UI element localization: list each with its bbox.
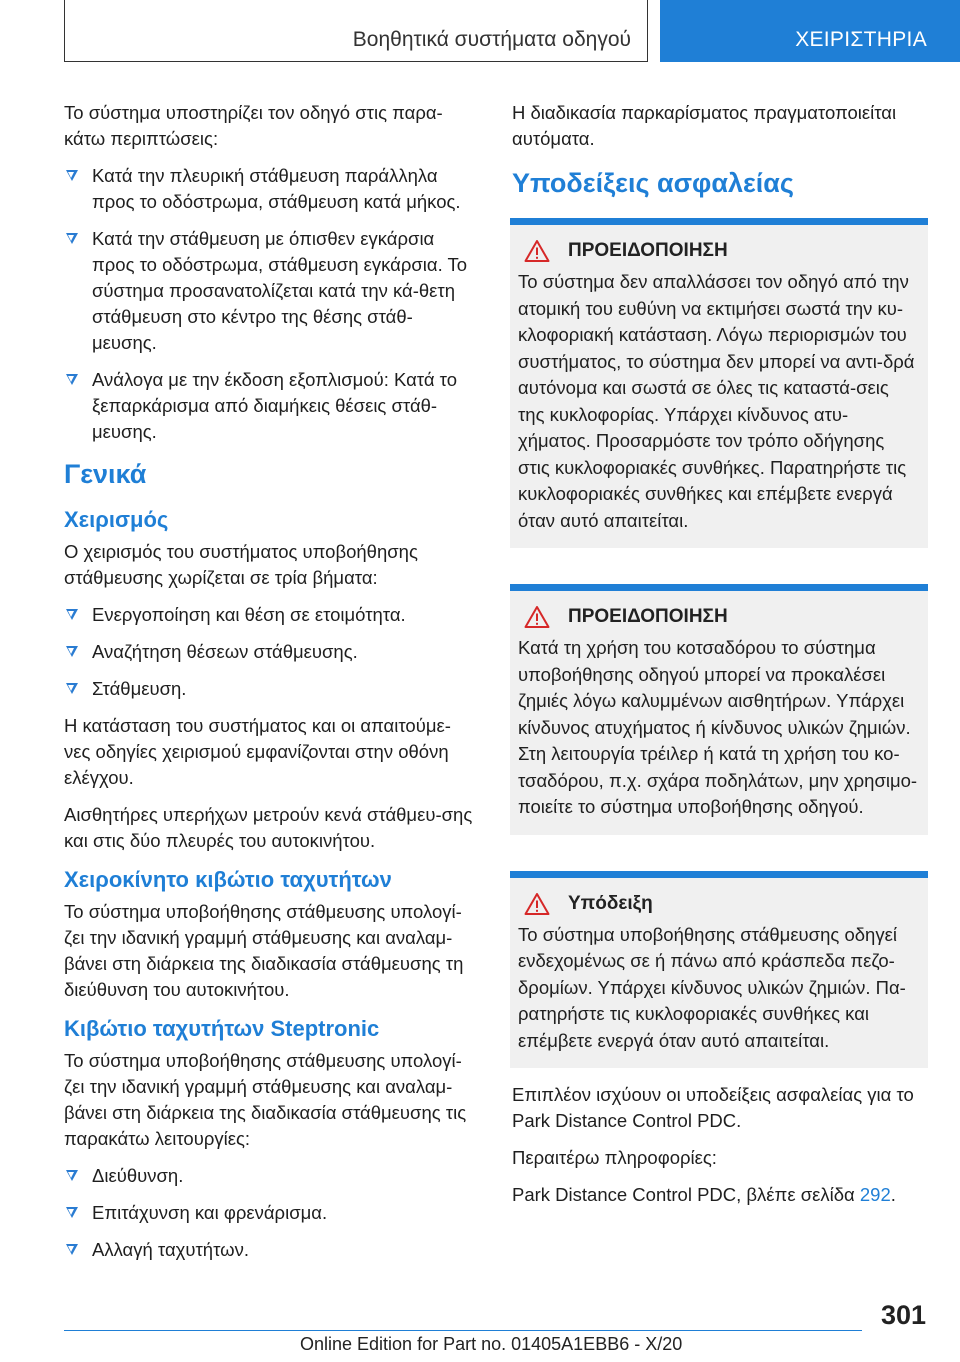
steptronic-heading: Κιβώτιο ταχυτήτων Steptronic [64, 1016, 380, 1041]
list-item: Ενεργοποίηση και θέση σε ετοιμότητα. [64, 602, 474, 628]
triangle-bullet-icon [66, 609, 78, 620]
box-title: Υπόδειξη [568, 892, 653, 914]
warning-triangle-icon [524, 239, 550, 263]
box-title: ΠΡΟΕΙΔΟΠΟΙΗΣΗ [568, 240, 728, 261]
box-text: Το σύστημα υποβοήθησης στάθμευσης οδηγεί ενδεχομένως σε ή πάνω από κράσπεδα πεζο-δρομίων. Υπάρχει κίνδυνος υλικών ζημιών. Πα-ρατηρήστε τις κυκλοφοριακές συνθήκες και επέμβετε ενεργά όταν αυτό απαιτείται. [518, 923, 906, 1051]
list-item: Ανάλογα με την έκδοση εξοπλισμού: Κατά το ξεπαρκάρισμα από διαμήκεις θέσεις στάθ-μευσης. [64, 367, 474, 445]
triangle-bullet-icon [66, 374, 78, 385]
status-text: Η κατάσταση του συστήματος και οι απαιτούμε-νες οδηγίες χειρισμού εμφανίζονται στην οθόνη ελέγχου. [64, 715, 451, 788]
cases-list [64, 163, 474, 445]
footer-divider [64, 1330, 862, 1331]
warning-triangle-icon [524, 892, 550, 916]
functions-list [64, 1163, 474, 1263]
auto-text: Η διαδικασία παρκαρίσματος πραγματοποιείται αυτόματα. [512, 102, 897, 149]
list-item: Αναζήτηση θέσεων στάθμευσης. [64, 639, 474, 665]
list-item: Διεύθυνση. [64, 1163, 474, 1189]
box-text: Κατά τη χρήση του κοτσαδόρου το σύστημα υποβοήθησης οδηγού μπορεί να προκαλέσει ζημιές λόγω καλυμμένων αισθητήρων. Υπάρχει κίνδυνος ατυχήματος ή κίνδυνος υλικών ζημιών. Στη λειτουργία τρέιλερ ή κατά τη χρήση του κο-τσαδόρου, π.χ. σχάρα ποδηλάτων, μην χρησιμο-ποιείτε το σύστημα υποβοήθησης οδηγού. [518, 637, 918, 817]
operation-heading: Χειρισμός [64, 507, 169, 532]
edition-text: Online Edition for Part no. 01405A1EBB6 - X/20 [300, 1334, 683, 1354]
right-column [512, 100, 926, 1219]
list-item: Αλλαγή ταχυτήτων. [64, 1237, 474, 1263]
warning-triangle-icon [524, 605, 550, 629]
cross-reference: Park Distance Control PDC, βλέπε σελίδα 292. [512, 1184, 896, 1205]
triangle-bullet-icon [66, 170, 78, 181]
triangle-bullet-icon [66, 233, 78, 244]
triangle-bullet-icon [66, 683, 78, 694]
box-title: ΠΡΟΕΙΔΟΠΟΙΗΣΗ [568, 606, 728, 627]
header-chapter-title: ΧΕΙΡΙΣΤΗΡΙΑ [795, 28, 927, 51]
sensors-text: Αισθητήρες υπερήχων μετρούν κενά στάθμευ-σης και στις δύο πλευρές του αυτοκινήτου. [64, 804, 473, 851]
header-chapter-tab [660, 0, 960, 62]
triangle-bullet-icon [66, 1207, 78, 1218]
general-heading: Γενικά [64, 459, 147, 489]
page-reference-link[interactable]: 292 [859, 1184, 891, 1205]
steptronic-text: Το σύστημα υποβοήθησης στάθμευσης υπολογί-ζει την ιδανική γραμμή στάθμευσης και αναλαμ-βάνει στη διάρκεια της διαδικασία στάθμευσης τις παρακάτω λειτουργίες: [64, 1050, 467, 1149]
header-section-title: Βοηθητικά συστήματα οδηγού [352, 28, 631, 51]
page-number: 301 [880, 1300, 926, 1330]
list-item: Κατά την πλευρική στάθμευση παράλληλα προς το οδόστρωμα, στάθμευση κατά μήκος. [64, 163, 474, 215]
triangle-bullet-icon [66, 1170, 78, 1181]
header-section-tab [64, 0, 648, 62]
intro-text: Το σύστημα υποστηρίζει τον οδηγό στις παρα-κάτω περιπτώσεις: [64, 102, 443, 149]
manual-gearbox-text: Το σύστημα υποβοήθησης στάθμευσης υπολογί-ζει την ιδανική γραμμή στάθμευσης και αναλαμ-βάνει στη διάρκεια της διαδικασία στάθμευσης τη διεύθυνση του αυτοκινήτου. [64, 901, 464, 1000]
more-info-text: Περαιτέρω πληροφορίες: [512, 1147, 717, 1168]
left-column [64, 100, 474, 1274]
also-applies-text: Επιπλέον ισχύουν οι υποδείξεις ασφαλείας για το Park Distance Control PDC. [512, 1084, 914, 1131]
operation-text: Ο χειρισμός του συστήματος υποβοήθησης στάθμευσης χωρίζεται σε τρία βήματα: [64, 541, 418, 588]
list-item: Επιτάχυνση και φρενάρισμα. [64, 1200, 474, 1226]
warning-box [510, 218, 928, 548]
safety-heading: Υποδείξεις ασφαλείας [512, 168, 794, 198]
list-item: Στάθμευση. [64, 676, 474, 702]
notice-box [510, 871, 928, 1069]
list-item: Κατά την στάθμευση με όπισθεν εγκάρσια προς το οδόστρωμα, στάθμευση εγκάρσια. Το σύστημα προσανατολίζεται κατά την κά-θετη στάθμευση στο κέντρο της θέσης στάθ-μευσης. [64, 226, 474, 356]
warning-box [510, 584, 928, 835]
box-text: Το σύστημα δεν απαλλάσσει τον οδηγό από την ατομική του ευθύνη να εκτιμήσει σωστά την κυ-κλοφοριακή κατάσταση. Λόγω περιορισμών του συστήματος, το σύστημα δεν μπορεί να αντι-δρά αυτόνομα και σωστά σε όλες τις καταστά-σεις της κυκλοφορίας. Υπάρχει κίνδυνος ατυ-χήματος. Προσαρμόστε τον τρόπο οδήγησης στις κυκλοφοριακές συνθήκες. Παρατηρήστε τις κυκλοφοριακές συνθήκες και επέμβετε ενεργά όταν αυτό απαιτείται. [518, 271, 915, 531]
manual-gearbox-heading: Χειροκίνητο κιβώτιο ταχυτήτων [64, 867, 392, 892]
steps-list [64, 602, 474, 702]
triangle-bullet-icon [66, 1244, 78, 1255]
triangle-bullet-icon [66, 646, 78, 657]
